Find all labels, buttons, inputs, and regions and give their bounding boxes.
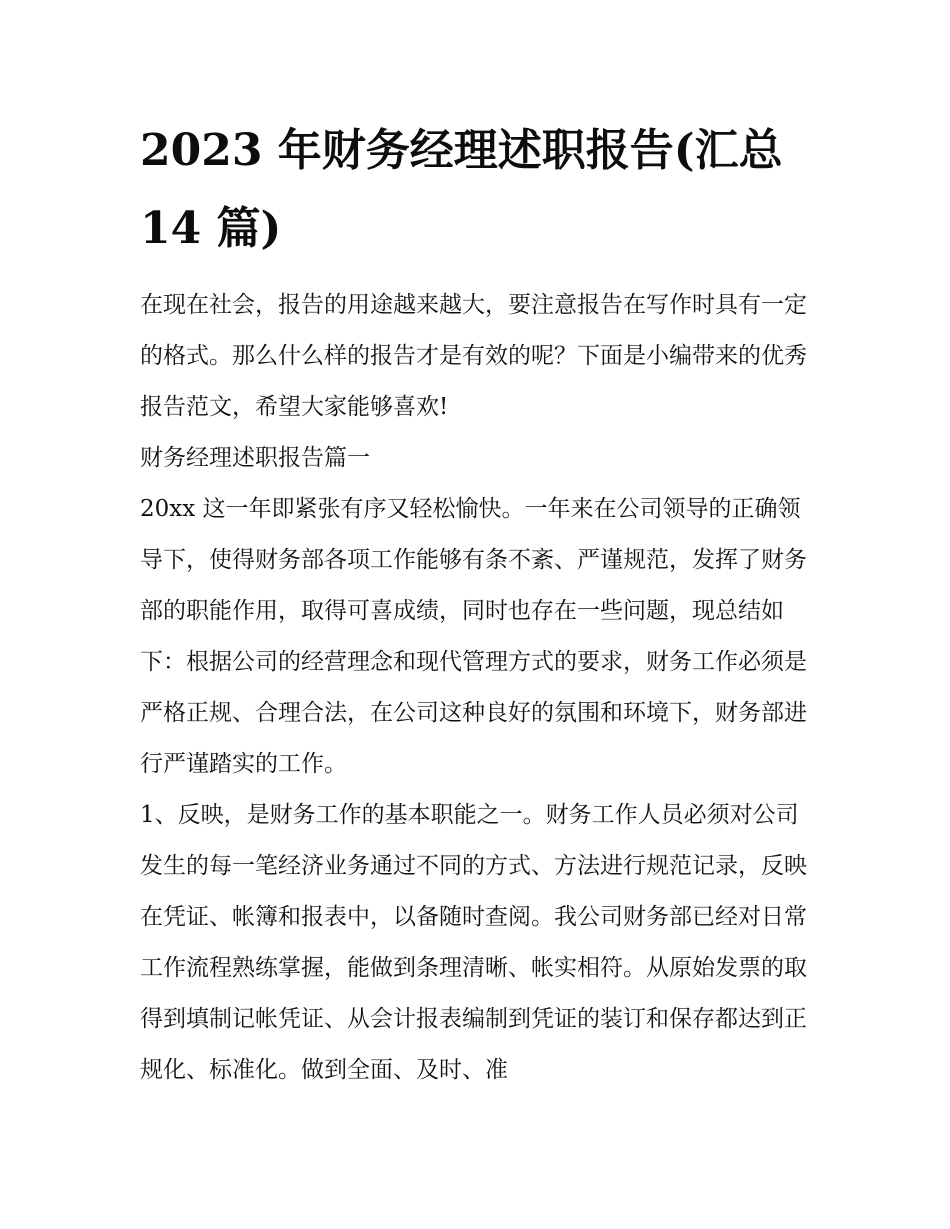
body-paragraph-2: 1、反映，是财务工作的基本职能之一。财务工作人员必须对公司发生的每一笔经济业务通过不同的方式、方法进行规范记录，反映在凭证、帐簿和报表中，以备随时查阅。我公司财务部已经对日常工作流程熟练掌握，能做到条理清晰、帐实相符。从原始发票的取得到填制记帐凭证、从会计报表编制到凭证的装订和保存都达到正规化、标准化。做到全面、及时、准: [140, 802, 807, 1083]
body-paragraph-1: 20xx 这一年即紧张有序又轻松愉快。一年来在公司领导的正确领导下，使得财务部各项工作能够有条不紊、严谨规范，发挥了财务部的职能作用，取得可喜成绩，同时也存在一些问题，现总结如下：根据公司的经营理念和现代管理方式的要求，财务工作必须是严格正规、合理合法，在公司这种良好的氛围和环境下，财务部进行严谨踏实的工作。: [140, 496, 807, 777]
intro-paragraph: 在现在社会，报告的用途越来越大，要注意报告在写作时具有一定的格式。那么什么样的报告才是有效的呢？下面是小编带来的优秀报告范文，希望大家能够喜欢!: [140, 292, 807, 420]
document-page: [140, 112, 815, 1096]
document-title: 2023 年财务经理述职报告(汇总 14 篇): [140, 125, 783, 254]
section-heading: 财务经理述职报告篇一: [140, 445, 370, 471]
document-body: [140, 280, 815, 1096]
